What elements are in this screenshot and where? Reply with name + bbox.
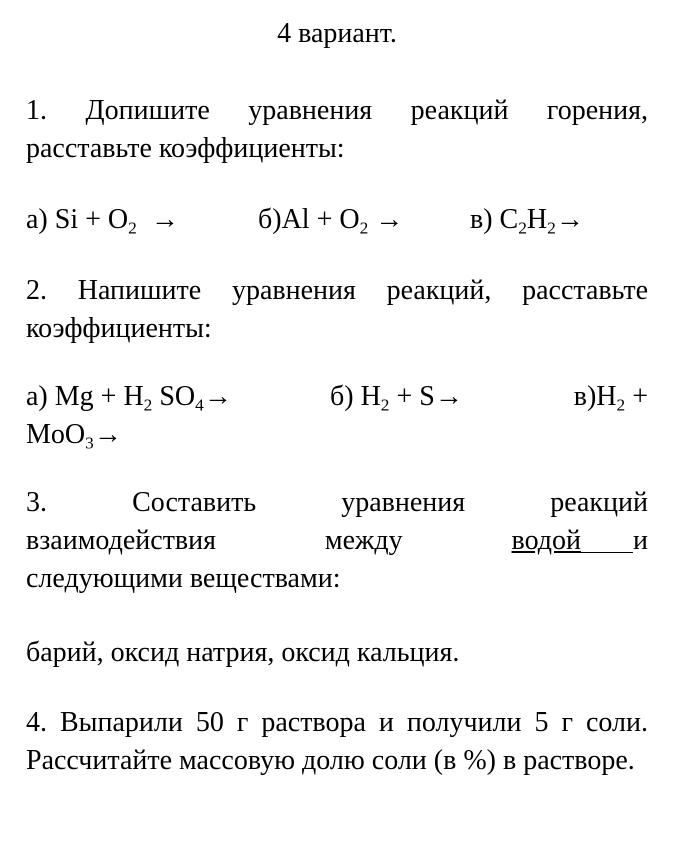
task2-c2-sub: 3	[85, 433, 94, 453]
task1-equation-c	[470, 198, 584, 242]
task3-word-interaction: взаимодействия	[26, 525, 217, 556]
task3-word-water: водой	[511, 525, 581, 556]
task2-b-rest: + S	[389, 381, 435, 412]
task2-a-label: а) Mg + H	[26, 381, 144, 412]
task3-word-number: 3.	[26, 487, 47, 518]
task2-equations	[26, 378, 648, 416]
task2-c-rest: +	[625, 381, 648, 412]
task1-b-arrow: →	[375, 204, 404, 235]
task2-equation-b	[330, 378, 463, 416]
task2-a-arrow: →	[203, 381, 232, 412]
task3-line3: следующими веществами:	[26, 563, 341, 594]
task1-a-sub: 2	[128, 218, 137, 238]
task1-c-label: в) C	[470, 204, 519, 235]
task2-equation-c2	[26, 416, 122, 454]
task3-underlined-group	[512, 522, 648, 560]
task2-c2-arrow: →	[93, 419, 122, 450]
task2-b-sub: 2	[380, 395, 390, 415]
task3-word-equations: уравнения	[341, 487, 466, 518]
task1-a-arrow: →	[150, 204, 179, 235]
task2-equation-c-continued	[26, 416, 648, 454]
task2-b-label: б) H	[330, 381, 381, 412]
task4-text: 4. Выпарили 50 г раствора и получили 5 г соли. Рассчитайте массовую долю соли (в %) в растворе.	[26, 707, 648, 776]
task2-a-mid: SO	[152, 381, 196, 412]
task1-a-label: а) Si + O	[26, 204, 129, 235]
task2-b-arrow: →	[434, 381, 463, 412]
task1-equations	[26, 198, 648, 242]
task3-word-compose: Составить	[132, 487, 257, 518]
task2-text: 2. Напишите уравнения реакций, расставьте коэффициенты:	[26, 275, 648, 344]
task3-word-reactions: реакций	[550, 487, 648, 518]
task1-c-sub1: 2	[518, 218, 527, 238]
task1-equation-b	[258, 198, 403, 242]
task1-equation-a	[26, 198, 179, 242]
task2-equation-c	[574, 378, 648, 416]
task3-line1	[26, 484, 648, 522]
task1-b-sub: 2	[359, 218, 369, 238]
task2-c-label: в)H	[573, 381, 617, 412]
task2-a-sub2: 4	[195, 395, 204, 415]
task3-word-between: между	[324, 525, 403, 556]
task1-b-label: б)Al + O	[258, 204, 360, 235]
task2-a-sub1: 2	[143, 395, 153, 415]
underline-blank	[581, 552, 633, 553]
task1-text: 1. Допишите уравнения реакций горения, расставьте коэффициенты:	[26, 95, 648, 164]
task2-equation-a	[26, 378, 232, 416]
task3-line2	[26, 522, 648, 560]
task1-c-sub2: 2	[547, 218, 556, 238]
variant-title: 4 вариант.	[277, 18, 397, 49]
task3-word-and: и	[633, 525, 648, 556]
task2-c2-label: MoO	[26, 419, 86, 450]
task2-c-sub: 2	[616, 395, 626, 415]
task1-c-arrow: →	[555, 204, 584, 235]
task3-substances: барий, оксид натрия, оксид кальция.	[26, 637, 460, 668]
task1-c-mid: H	[526, 204, 548, 235]
